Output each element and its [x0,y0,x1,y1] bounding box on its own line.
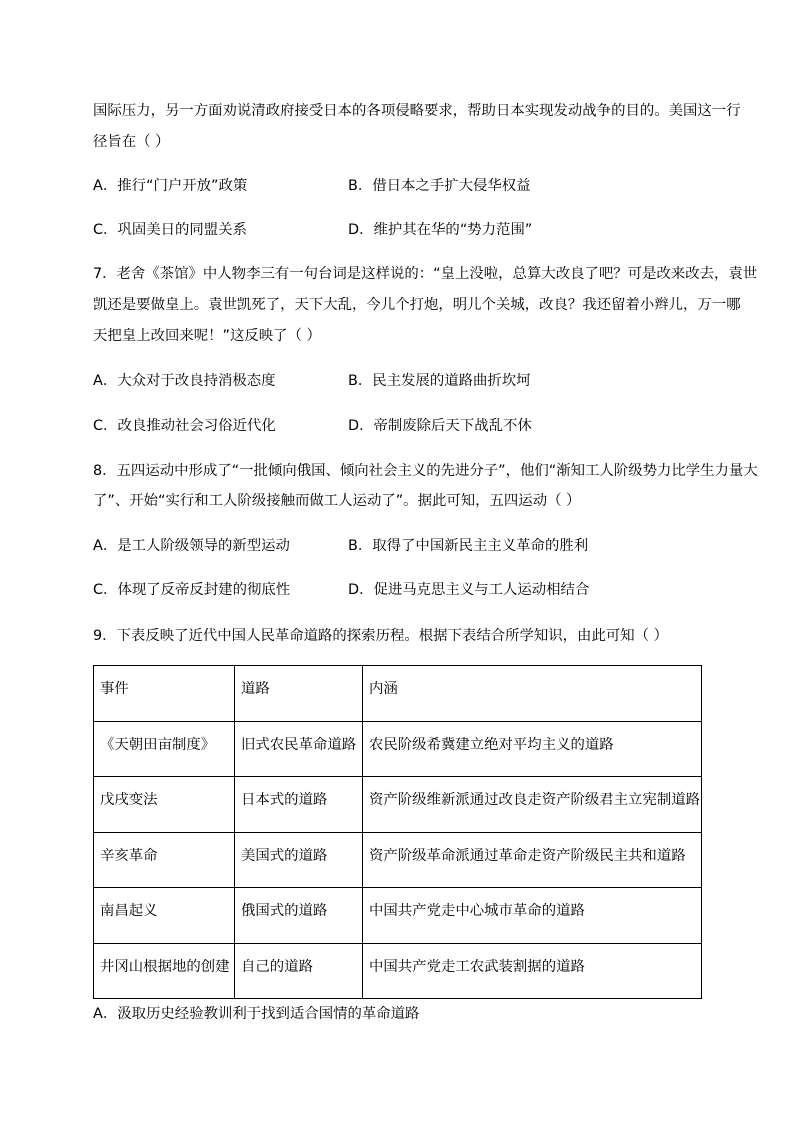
table-cell: 俄国式的道路 [235,888,363,944]
q6-option-c: C．巩固美日的同盟关系 [93,222,247,238]
table-cell: 美国式的道路 [235,832,363,888]
table-row [94,888,702,944]
q7-option-b: B．民主发展的道路曲折坎坷 [348,373,531,389]
table-cell: 南昌起义 [94,888,235,944]
table-cell: 中国共产党走工农武装割据的道路 [363,943,702,999]
revolution-path-table [93,665,702,999]
table-cell: 井冈山根据地的创建 [94,943,235,999]
table-row [94,943,702,999]
table-header-row [94,666,702,722]
q9-stem: 9．下表反映了近代中国人民革命道路的探索历程。根据下表结合所学知识，由此可知（ ） [93,628,668,644]
q8-option-c: C．体现了反帝反封建的彻底性 [93,582,291,598]
table-cell: 戊戌变法 [94,777,235,833]
q6-option-d: D．维护其在华的“势力范围” [348,222,533,238]
q8-option-d: D．促进马克思主义与工人运动相结合 [348,582,590,598]
q9-option-a: A．汲取历史经验教训利于找到适合国情的革命道路 [93,1006,420,1022]
table-cell: 旧式农民革命道路 [235,721,363,777]
header-event: 事件 [94,666,235,722]
q8-option-b: B．取得了中国新民主主义革命的胜利 [348,538,589,554]
q7-stem-line-1: 7．老舍《茶馆》中人物李三有一句台词是这样说的：“皇上没啦，总算大改良了吧？可是改来改去，袁世 [93,266,758,282]
table-cell: 资产阶级维新派通过改良走资产阶级君主立宪制道路 [363,777,702,833]
q6-option-b: B．借日本之手扩大侵华权益 [348,178,531,194]
q7-option-c: C．改良推动社会习俗近代化 [93,418,276,434]
q7-stem-line-3: 天把皇上改回来呢！”这反映了（ ） [93,328,321,344]
table-cell: 自己的道路 [235,943,363,999]
table-row [94,721,702,777]
table-cell: 资产阶级革命派通过革命走资产阶级民主共和道路 [363,832,702,888]
header-path: 道路 [235,666,363,722]
table-cell: 辛亥革命 [94,832,235,888]
table-row [94,777,702,833]
q6-stem-line-1: 国际压力，另一方面劝说清政府接受日本的各项侵略要求，帮助日本实现发动战争的目的。美国这一行 [93,103,741,119]
header-meaning: 内涵 [363,666,702,722]
q8-stem-line-1: 8．五四运动中形成了“一批倾向俄国、倾向社会主义的先进分子”，他们“渐知工人阶级势力比学生力量大 [93,463,758,479]
table-cell: 《天朝田亩制度》 [94,721,235,777]
q7-stem-line-2: 凯还是要做皇上。袁世凯死了，天下大乱，今儿个打炮，明儿个关城，改良？我还留着小辫儿，万一哪 [93,297,741,313]
table-cell: 日本式的道路 [235,777,363,833]
q7-option-d: D．帝制废除后天下战乱不休 [348,418,532,434]
q8-option-a: A．是工人阶级领导的新型运动 [93,538,290,554]
table-cell: 中国共产党走中心城市革命的道路 [363,888,702,944]
table-cell: 农民阶级希冀建立绝对平均主义的道路 [363,721,702,777]
q6-stem-line-2: 径旨在（ ） [93,134,170,150]
q8-stem-line-2: 了”、开始“实行和工人阶级接触而做工人运动了”。据此可知，五四运动（ ） [93,493,581,509]
q7-option-a: A．大众对于改良持消极态度 [93,373,276,389]
q6-option-a: A．推行“门户开放”政策 [93,178,248,194]
table-row [94,832,702,888]
